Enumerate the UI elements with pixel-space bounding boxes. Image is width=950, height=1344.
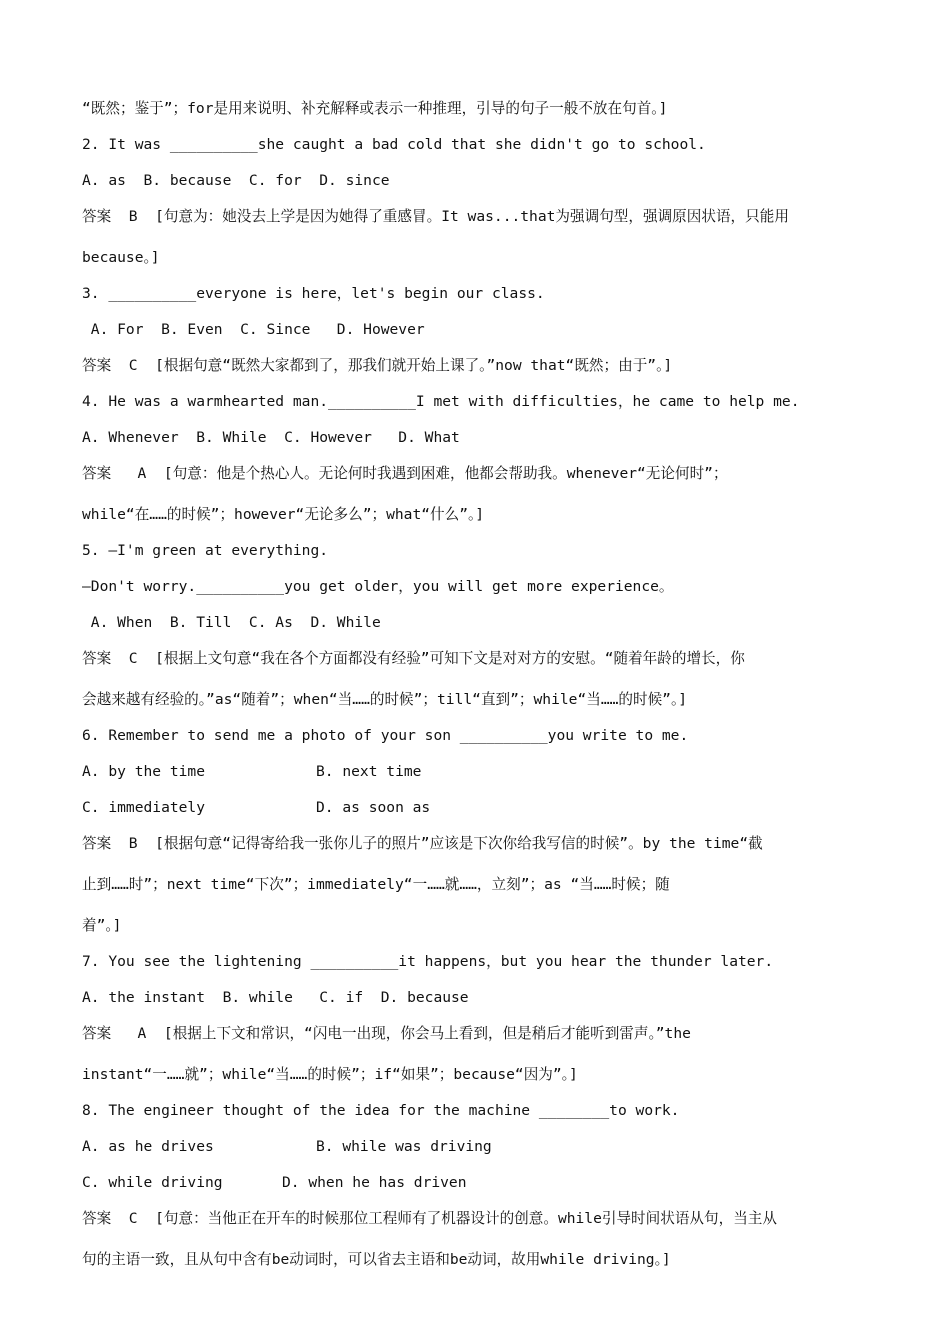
question-5-answer: 答案 C [根据上文句意“我在各个方面都没有经验”可知下文是对对方的安慰。“随着年龄的增长，你 bbox=[82, 650, 745, 667]
question-2-options: A. as B. because C. for D. since bbox=[82, 172, 390, 189]
question-6-options-row1 bbox=[82, 762, 870, 782]
question-8-answer: 答案 C [句意：当他正在开车的时候那位工程师有了机器设计的创意。while引导时间状语从句，当主从 bbox=[82, 1210, 777, 1227]
question-7-answer-cont: instant“一……就”；while“当……的时候”；if“如果”；because“因为”。] bbox=[82, 1066, 578, 1083]
question-8: 8. The engineer thought of the idea for the machine ________to work. bbox=[82, 1102, 680, 1119]
question-2-answer-cont: because。] bbox=[82, 249, 160, 266]
question-6-answer-cont2: 着”。] bbox=[82, 917, 122, 934]
intro-tail-text: “既然；鉴于”；for是用来说明、补充解释或表示一种推理，引导的句子一般不放在句首。] bbox=[82, 100, 668, 117]
question-6-options-row2 bbox=[82, 798, 870, 818]
question-2: 2. It was __________she caught a bad cold that she didn't go to school. bbox=[82, 136, 706, 153]
option-d: D. as soon as bbox=[316, 799, 431, 816]
question-8-options-row1 bbox=[82, 1137, 870, 1157]
option-b: B. next time bbox=[316, 763, 422, 780]
question-6-answer: 答案 B [根据句意“记得寄给我一张你儿子的照片”应该是下次你给我写信的时候”。by the time“截 bbox=[82, 835, 763, 852]
question-4-answer: 答案 A [句意：他是个热心人。无论何时我遇到困难，他都会帮助我。whenever“无论何时”； bbox=[82, 465, 728, 482]
question-3-answer: 答案 C [根据句意“既然大家都到了，那我们就开始上课了。”now that“既然；由于”。] bbox=[82, 357, 673, 374]
question-4-answer-cont: while“在……的时候”；however“无论多么”；what“什么”。] bbox=[82, 506, 485, 523]
question-2-answer: 答案 B [句意为：她没去上学是因为她得了重感冒。It was...that为强调句型，强调原因状语，只能用 bbox=[82, 208, 789, 225]
question-3-options: A. For B. Even C. Since D. However bbox=[82, 321, 425, 338]
question-8-options-row2 bbox=[82, 1173, 870, 1193]
option-a: A. by the time bbox=[82, 763, 206, 780]
question-6: 6. Remember to send me a photo of your son __________you write to me. bbox=[82, 727, 689, 744]
option-d: D. when he has driven bbox=[282, 1174, 467, 1191]
question-4: 4. He was a warmhearted man.__________I met with difficulties，he came to help me. bbox=[82, 393, 800, 410]
option-b: B. while was driving bbox=[316, 1138, 492, 1155]
question-5-cont: —Don't worry.__________you get older，you will get more experience。 bbox=[82, 578, 674, 595]
question-5: 5. —I'm green at everything. bbox=[82, 542, 329, 559]
option-c: C. immediately bbox=[82, 799, 206, 816]
question-8-answer-cont: 句的主语一致，且从句中含有be动词时，可以省去主语和be动词，故用while driving。] bbox=[82, 1251, 671, 1268]
question-5-answer-cont: 会越来越有经验的。”as“随着”；when“当……的时候”；till“直到”；while“当……的时候”。] bbox=[82, 691, 688, 708]
question-4-options: A. Whenever B. While C. However D. What bbox=[82, 429, 460, 446]
question-3: 3. __________everyone is here，let's begin our class. bbox=[82, 285, 545, 302]
question-6-answer-cont: 止到……时”；next time“下次”；immediately“一……就……，立刻”；as “当……时候；随 bbox=[82, 876, 670, 893]
question-5-options: A. When B. Till C. As D. While bbox=[82, 614, 381, 631]
option-a: A. as he drives bbox=[82, 1138, 214, 1155]
option-c: C. while driving bbox=[82, 1174, 223, 1191]
question-7: 7. You see the lightening __________it happens，but you hear the thunder later. bbox=[82, 953, 774, 970]
question-7-options: A. the instant B. while C. if D. because bbox=[82, 989, 469, 1006]
question-7-answer: 答案 A [根据上下文和常识，“闪电一出现，你会马上看到，但是稍后才能听到雷声。”the bbox=[82, 1025, 691, 1042]
